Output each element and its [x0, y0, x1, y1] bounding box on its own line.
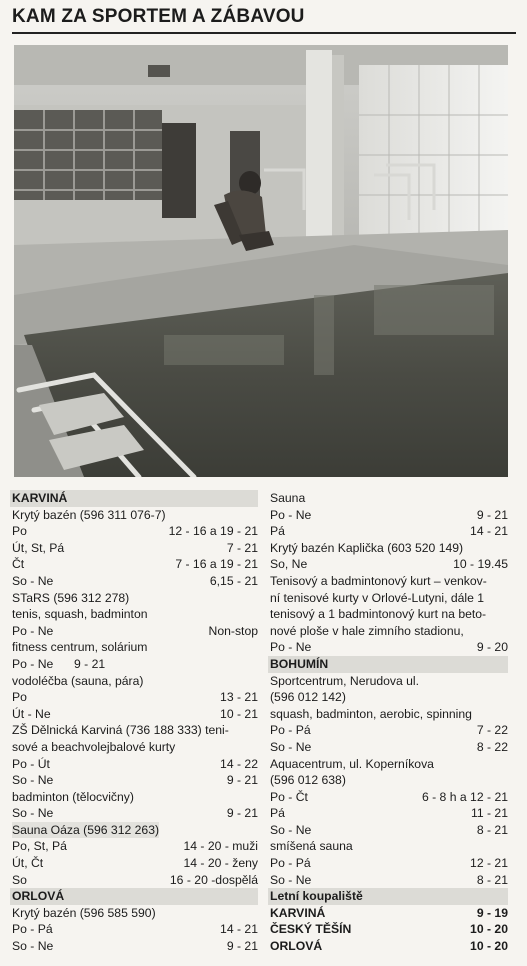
schedule-row: So - Ne 8 - 22	[270, 739, 508, 754]
schedule-row: ORLOVÁ 10 - 20	[270, 939, 508, 954]
page-title: KAM ZA SPORTEM A ZÁBAVOU	[12, 6, 305, 27]
venue-sportcentrum: Sportcentrum, Nerudova ul.	[270, 673, 420, 688]
schedule-row: Po 12 - 16 a 19 - 21	[12, 524, 258, 539]
venue-tenis-line: tenisový a 1 badmintonový kurt na beto-	[270, 607, 487, 622]
kryty-schedule	[12, 523, 258, 589]
schedule-row: Pá 11 - 21	[270, 806, 508, 821]
stars-sports: tenis, squash, badminton	[12, 607, 148, 622]
page-header	[12, 4, 516, 34]
schedule-row: Po - Pá 12 - 21	[270, 856, 508, 871]
venue-orlova-bazen: Krytý bazén (596 585 590)	[12, 905, 156, 920]
venue-tenis-line: ní tenisové kurty v Orlové-Lutyni, dále 1	[270, 590, 485, 605]
venue-kaplicka: Krytý bazén Kaplička (603 520 149)	[270, 540, 464, 555]
schedule-row: Po - Pá 7 - 22	[270, 723, 508, 738]
venue-kryty-bazen: Krytý bazén (596 311 076-7)	[12, 507, 166, 522]
schedule-row: KARVINÁ 9 - 19	[270, 905, 508, 920]
schedule-row: Po - Ne 9 - 21	[12, 656, 106, 671]
venue-tenis-line: Tenisový a badmintonový kurt – venkov-	[270, 573, 487, 588]
venue-tenis-line: nové ploše v hale zimního stadionu,	[270, 623, 464, 638]
schedule-row: Po - Ne 9 - 20	[270, 640, 508, 655]
schedule-row: Po - Pá 14 - 21	[12, 922, 258, 937]
venue-aquacentrum: Aquacentrum, ul. Koperníkova	[270, 756, 434, 771]
venue-fitness: fitness centrum, solárium	[12, 640, 148, 655]
left-column	[12, 490, 258, 955]
schedule-row: So - Ne 6,15 - 21	[12, 573, 258, 588]
venue-sauna: Sauna	[270, 491, 306, 505]
schedule-row: Po - Ne 9 - 21	[270, 507, 508, 522]
schedule-row: Po - Ne Non-stop	[12, 623, 258, 638]
schedule-row: Út, Čt 14 - 20 - ženy	[12, 856, 258, 871]
schedule-row: So - Ne 9 - 21	[12, 939, 258, 954]
venue-aquacentrum-phone: (596 012 638)	[270, 773, 346, 788]
schedule-row: So - Ne 9 - 21	[12, 773, 258, 788]
schedule-row: So - Ne 8 - 21	[270, 822, 508, 837]
venue-smisena-sauna: smíšená sauna	[270, 839, 353, 854]
schedule-row: So - Ne 9 - 21	[12, 806, 258, 821]
city-bohumin: BOHUMÍN	[268, 656, 508, 673]
venue-zs-delnicka: ZŠ Dělnická Karviná (736 188 333) teni-	[12, 723, 229, 738]
pool-photo	[14, 45, 508, 477]
schedule-row: Út - Ne 10 - 21	[12, 706, 258, 721]
schedule-row: Po - Út 14 - 22	[12, 756, 258, 771]
schedule-row: Po - Čt 6 - 8 h a 12 - 21	[270, 789, 508, 804]
schedule-row: So, Ne 10 - 19.45	[270, 557, 508, 572]
schedule-row: Út, St, Pá 7 - 21	[12, 540, 258, 555]
venue-zs-delnicka-cont: sové a beachvolejbalové kurty	[12, 739, 176, 754]
schedule-row: Po 13 - 21	[12, 690, 258, 705]
city-karvina: KARVINÁ	[10, 490, 258, 507]
venue-vodolecba: vodoléčba (sauna, pára)	[12, 673, 144, 688]
schedule-row: So 16 - 20 -dospělá	[12, 872, 258, 887]
schedule-row: Čt 7 - 16 a 19 - 21	[12, 557, 258, 572]
schedule-row: Po, St, Pá 14 - 20 - muži	[12, 839, 258, 854]
schedule-row: So - Ne 8 - 21	[270, 872, 508, 887]
city-orlova: ORLOVÁ	[10, 888, 258, 905]
section-letni-koupaliste: Letní koupaliště	[268, 888, 508, 905]
schedule-row: ČESKÝ TĚŠÍN 10 - 20	[270, 922, 508, 937]
venue-sportcentrum-phone: (596 012 142)	[270, 690, 346, 705]
sportcentrum-sports: squash, badminton, aerobic, spinning	[270, 706, 472, 721]
venue-badminton: badminton (tělocvičny)	[12, 789, 134, 804]
right-column	[270, 490, 508, 955]
schedule-row: Pá 14 - 21	[270, 524, 508, 539]
venue-sauna-oaza: Sauna Oáza (596 312 263)	[12, 822, 160, 837]
venue-stars: STaRS (596 312 278)	[12, 590, 130, 605]
